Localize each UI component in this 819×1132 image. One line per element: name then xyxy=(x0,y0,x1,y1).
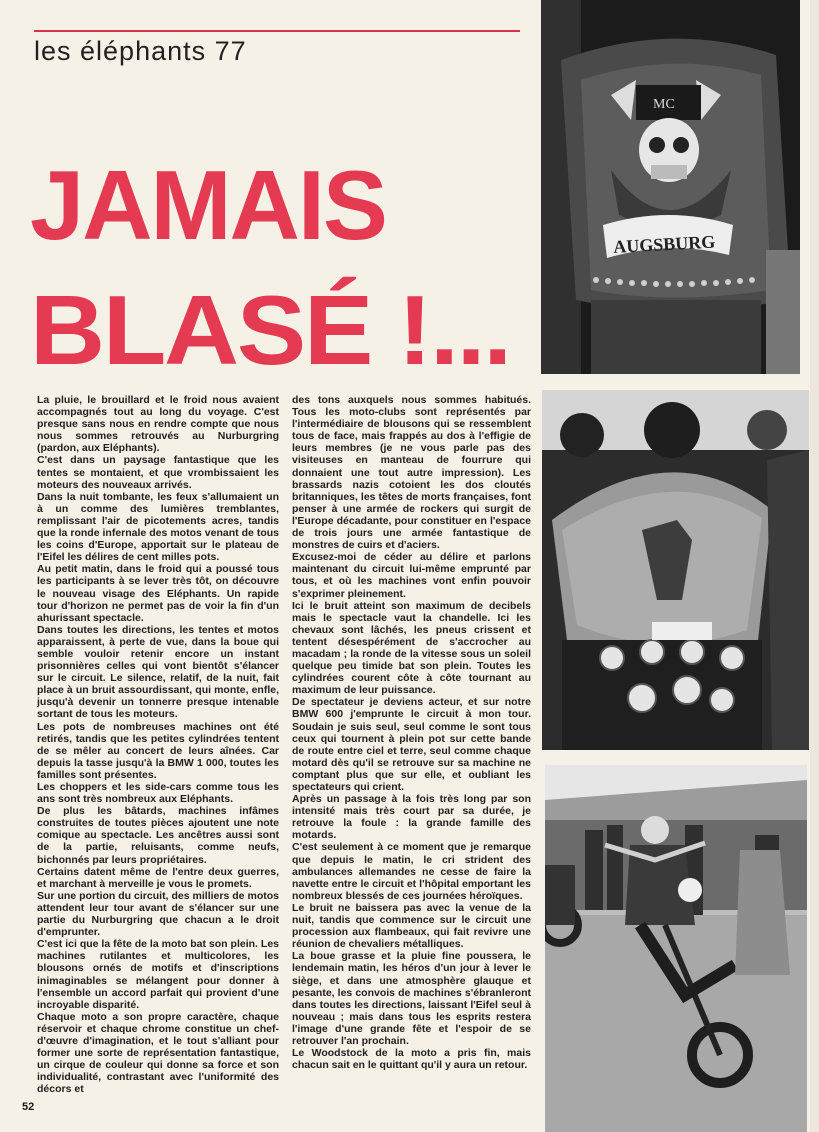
paragraph: des tons auxquels nous sommes habitués. Tous les moto-clubs sont représentés par l'intermédiaire de blousons qui se ressemblent tous de face, mais frappés au dos à l'effigie de leurs membres (je ne vous parle pas des visiteuses en manteau de fourrure qui donnaient une tout autre impression). Les brassards nazis cotoient les dos cloutés britanniques, les têtes de morts françaises, font penser à une armée de rockers qui surgit de l'Europe décadante, pour constituer en l'espace de trois jours une armée fantastique de monstres de cuirs et d'aciers. xyxy=(292,394,531,552)
photo-bikers-crowd xyxy=(545,765,807,1132)
jacket-illustration xyxy=(541,0,800,374)
paragraph: C'est seulement à ce moment que je remarque que depuis le matin, le cri strident des ambulances allemandes ne cesse de faire la navette entre le circuit et l'hôpital emportant les nombreux blessés de ces journées héroïques. xyxy=(292,841,531,902)
headline-line-2: BLASÉ !... xyxy=(30,276,510,386)
bikers-illustration xyxy=(545,765,807,1132)
headline-line-1: JAMAIS xyxy=(30,151,386,261)
article-column-2 xyxy=(292,394,531,1071)
paragraph: Sur une portion du circuit, des milliers de motos attendent leur tour avant de s'élancer sur une partie du Nurburgring que chacun a le droit d'emprunter. xyxy=(37,889,279,939)
paragraph: De plus les bâtards, machines infâmes construites de toutes pièces ajoutent une note comique au spectacle. Les ancêtres aussi sont de la partie, reluisants, comme neufs, bichonnés par leurs propriétaires. xyxy=(37,805,279,866)
paragraph: Dans la nuit tombante, les feux s'allumaient un à un comme des lumières tremblantes, remplissant l'air de picotements acres, tandis que la ronde infernale des motos venant de tous les coins d'Europe, apportait sur le plateau de l'Eifel les délires de cent milles pots. xyxy=(37,490,279,564)
paragraph: La pluie, le brouillard et le froid nous avaient accompagnés tout au long du voyage. C'est presque sans nous en rendre compte que nous nous sommes retrouvés au Nurburgring (pardon, aux Eléphants). xyxy=(37,394,279,455)
patch-text: AUGSBURG xyxy=(612,231,716,257)
photo-motorcycle-fairing xyxy=(542,390,809,750)
paragraph: Chaque moto a son propre caractère, chaque réservoir et chaque chrome constitue un chef-d'œuvre d'imagination, et le tout s'alliant pour former une sorte de représentation fantastique, un cirque de couleur qui donne sa force et son individualité, contrastant avec l'uniformité des décors et xyxy=(37,1010,279,1096)
paragraph: Au petit matin, dans le froid qui a poussé tous les participants à se lever très tôt, on découvre le nouveau visage des Eléphants. Un rapide tour d'horizon ne permet pas de voir la fin d'un ahurissant spectacle. xyxy=(37,563,279,624)
paragraph: Le bruit ne baissera pas avec la venue de la nuit, tandis que commence sur le circuit une procession aux flambeaux, qui fait revivre une réunion de chevaliers métalliques. xyxy=(292,901,531,951)
paragraph: Excusez-moi de céder au délire et parlons maintenant du circuit lui-même emprunté par tous, et où les machines vont enfin pouvoir s'exprimer pleinement. xyxy=(292,551,531,600)
paragraph: Dans toutes les directions, les tentes et motos apparaissent, à perte de vue, dans la boue qui semble vouloir retenir encore un instant prisonnières celles qui vont bientôt s'élancer sur le circuit. Le silence, relatif, de la nuit, fait place à un bruit assourdissant, qui monte, enfle, jusqu'à devenir un tonnerre presque intenable sortant de tous les moteurs. xyxy=(37,623,279,721)
paragraph: La boue grasse et la pluie fine poussera, le lendemain matin, les héros d'un jour à lever le siège, et dans une atmosphère glauque et pesante, les convois de machines s'ébranleront dans toutes les directions, laissant l'Eifel seul à nouveau ; mais dans tous les esprits restera l'image d'une grande fête et l'espoir de se retrouver l'an prochain. xyxy=(292,950,531,1047)
fairing-illustration xyxy=(542,390,809,750)
paragraph: Après un passage à la fois très long par son intensité mais très court par sa durée, je retrouve la foule : la grande famille des motards. xyxy=(292,793,531,842)
paragraph: Ici le bruit atteint son maximum de decibels mais le spectacle vaut la chandelle. Ici les chevaux sont lâchés, les pneus crissent et tentent désespérément de s'accrocher au macadam ; la ronde de la vitesse sous un soleil quelque peu timide bat son plein. Toutes les cylindrées courent côte à côte tournant au maximum de leur puissance. xyxy=(292,599,531,697)
paragraph: Les pots de nombreuses machines ont été retirés, tandis que les petites cylindrées tentent de se mêler au concert de leurs aînées. Car depuis la tasse jusqu'à la BMW 1 000, toutes les familles sont présentes. xyxy=(37,720,279,781)
paragraph: Certains datent même de l'entre deux guerres, et marchant à merveille je vous le promets. xyxy=(37,865,279,890)
header-rule xyxy=(34,30,520,32)
paragraph: De spectateur je deviens acteur, et sur notre BMW 600 j'emprunte le circuit à mon tour. Soudain je suis seul, seul comme le sont tous ceux qui tournent à plein pot sur cette bande de route entre ciel et terre, seul comme chaque motard dès qu'il se retrouve sur sa machine ne comptant plus que sur elle, et oubliant les spectateurs qui crient. xyxy=(292,696,531,793)
page-number: 52 xyxy=(22,1101,35,1113)
paragraph: C'est ici que la fête de la moto bat son plein. Les machines rutilantes et multicolores, les blousons ornés de motifs et d'inscriptions inimaginables se mélangent pour donner à l'ensemble un accord parfait qui provient d'une incroyable disparité. xyxy=(37,938,279,1011)
section-title: les éléphants 77 xyxy=(34,36,247,66)
paragraph: Les choppers et les side-cars comme tous les ans sont très nombreux aux Eléphants. xyxy=(37,781,279,806)
photo-jacket-back xyxy=(541,0,800,374)
paragraph: Le Woodstock de la moto a pris fin, mais chacun sait en le quittant qu'il y aura un retour. xyxy=(292,1047,531,1072)
helmet-letters: MC xyxy=(653,97,675,112)
page-edge xyxy=(810,0,819,1132)
article-column-1 xyxy=(37,394,279,1095)
paragraph: C'est dans un paysage fantastique que les tentes se montaient, et que vrombissaient les moteurs des nouveaux arrivés. xyxy=(37,454,279,491)
